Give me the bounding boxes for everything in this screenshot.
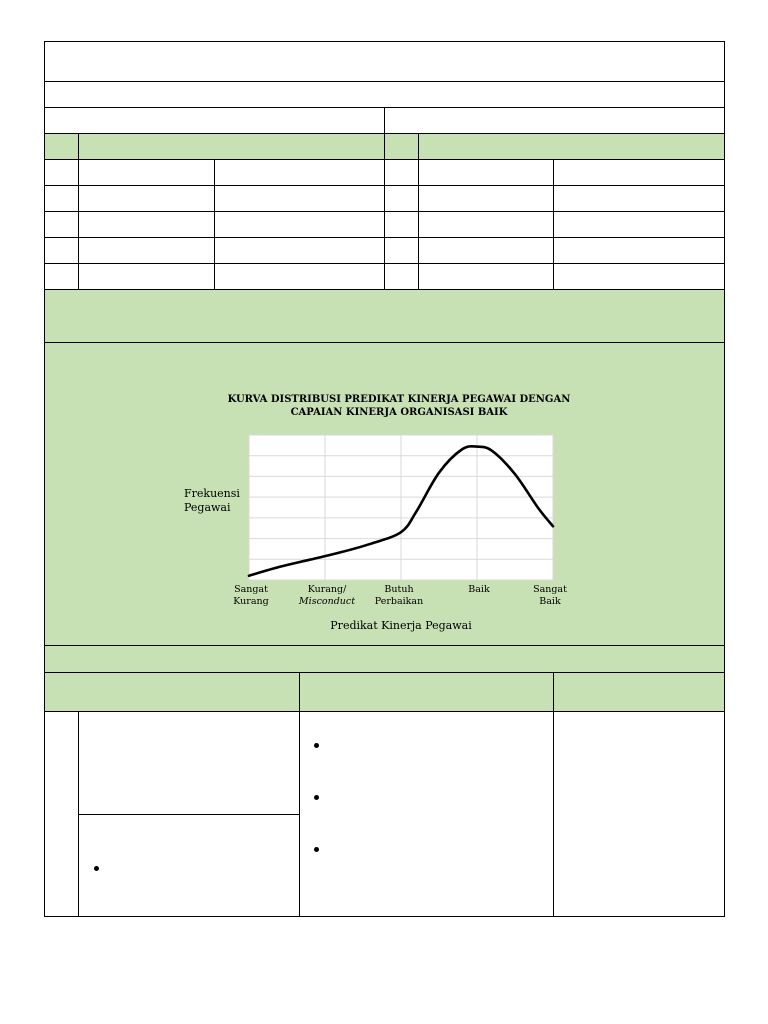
x-tick-line-1: Butuh (384, 584, 414, 595)
cell (45, 186, 79, 212)
x-tick-line-2: Misconduct (298, 596, 356, 607)
bullet-point (312, 741, 320, 749)
cell (385, 160, 419, 186)
cell (554, 238, 725, 264)
bottom-header-middle (300, 673, 554, 712)
table-row (45, 238, 725, 264)
cell (45, 238, 79, 264)
cell (419, 186, 554, 212)
cell (45, 160, 79, 186)
bottom-number-cell (45, 712, 79, 917)
section-left-header (45, 108, 385, 134)
cell (385, 264, 419, 290)
table-row (45, 212, 725, 238)
left-column-header (79, 134, 385, 160)
form-table (44, 41, 725, 917)
cell (385, 212, 419, 238)
cell (554, 186, 725, 212)
cell (419, 238, 554, 264)
x-tick-line-1: Kurang/ (307, 584, 347, 595)
y-axis-label (184, 487, 240, 515)
x-tick-label (287, 584, 367, 608)
cell (79, 186, 215, 212)
green-band-2 (45, 646, 725, 673)
green-band (45, 290, 725, 343)
cell (385, 186, 419, 212)
cell (215, 264, 385, 290)
bullet-point (312, 845, 320, 853)
performance-form (44, 41, 724, 919)
x-axis-title: Predikat Kinerja Pegawai (330, 619, 472, 632)
cell (45, 264, 79, 290)
cell (385, 238, 419, 264)
x-tick-line-2: Baik (539, 596, 561, 607)
form-subtitle-row (45, 82, 725, 108)
left-number-header (45, 134, 79, 160)
cell (419, 160, 554, 186)
bottom-left-lower-cell (79, 815, 300, 917)
bottom-middle-cell (300, 712, 554, 917)
x-tick-line-1: Sangat (533, 584, 567, 595)
cell (79, 264, 215, 290)
chart-title-line-1: KURVA DISTRIBUSI PREDIKAT KINERJA PEGAWAI DENGAN (227, 394, 571, 405)
table-row (45, 264, 725, 290)
chart-title-line-2: CAPAIAN KINERJA ORGANISASI BAIK (290, 407, 508, 418)
y-axis-label-line-2: Pegawai (184, 501, 231, 514)
cell (215, 238, 385, 264)
x-tick-label (510, 584, 590, 608)
cell (215, 186, 385, 212)
x-tick-line-1: Baik (468, 584, 490, 595)
bullet-point (312, 793, 320, 801)
cell (554, 264, 725, 290)
y-axis-label-line-1: Frekuensi (184, 487, 240, 500)
chart-section (45, 343, 725, 646)
cell (79, 238, 215, 264)
x-tick-label (211, 584, 291, 608)
cell (215, 212, 385, 238)
bottom-header-right (554, 673, 725, 712)
right-number-header (385, 134, 419, 160)
cell (419, 264, 554, 290)
x-tick-label (359, 584, 439, 608)
bottom-header-left (45, 673, 300, 712)
form-title-row (45, 42, 725, 82)
chart-area (45, 343, 723, 645)
x-tick-line-2: Perbaikan (374, 596, 424, 607)
table-row (45, 160, 725, 186)
section-right-header (385, 108, 725, 134)
bottom-left-upper-cell (79, 712, 300, 815)
cell (419, 212, 554, 238)
x-tick-line-2: Kurang (233, 596, 269, 607)
cell (79, 160, 215, 186)
cell (215, 160, 385, 186)
cell (45, 212, 79, 238)
x-tick-label (439, 584, 519, 596)
x-tick-line-1: Sangat (234, 584, 268, 595)
bullet-point (92, 864, 100, 872)
bottom-right-cell (554, 712, 725, 917)
right-column-header (419, 134, 725, 160)
cell (554, 212, 725, 238)
table-row (45, 186, 725, 212)
cell (554, 160, 725, 186)
cell (79, 212, 215, 238)
